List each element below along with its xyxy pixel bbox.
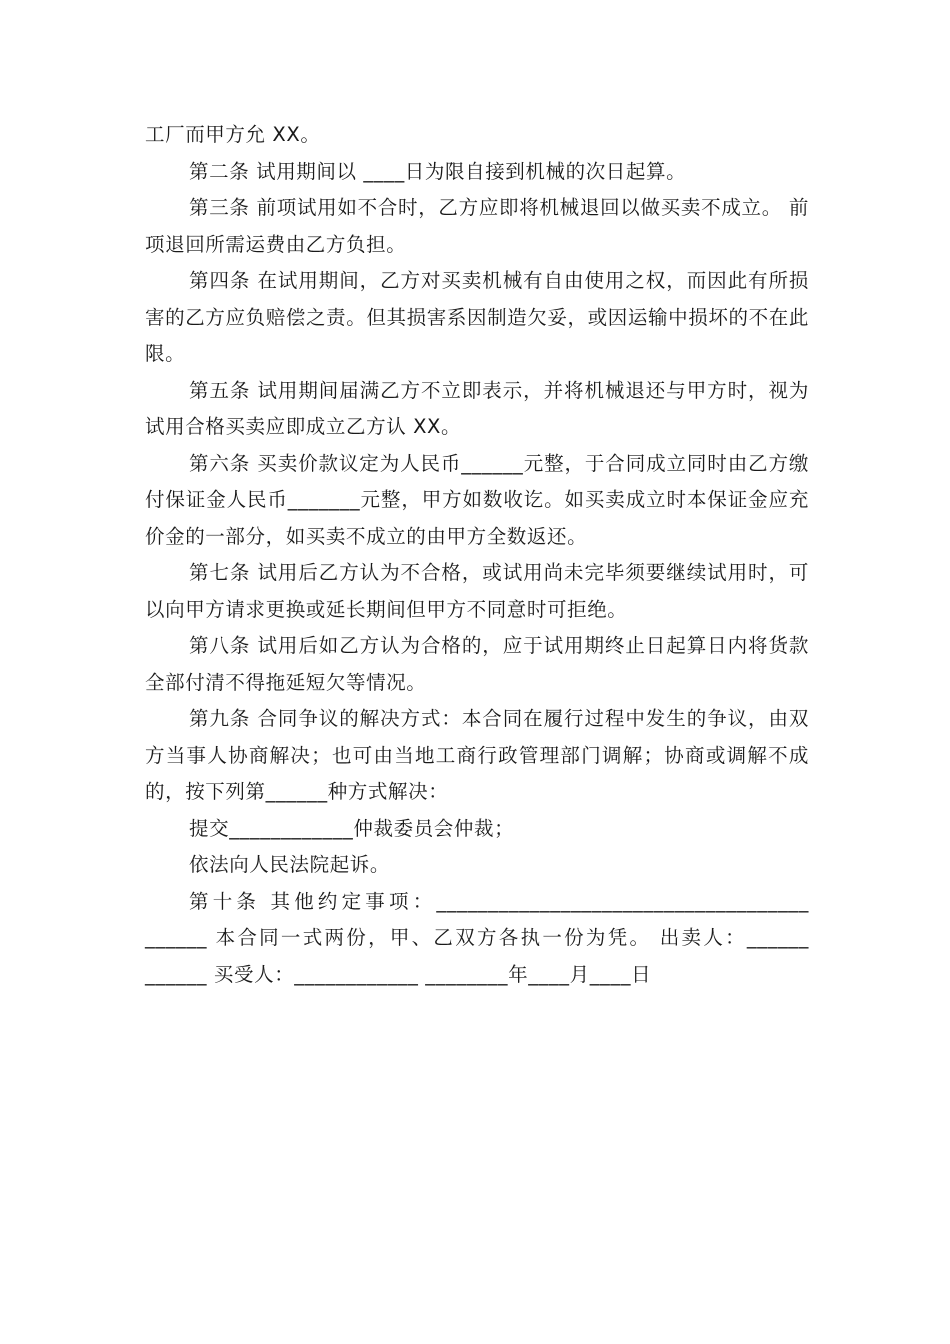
article-4-usage-rights: 第四条 在试用期间，乙方对买卖机械有自由使用之权，而因此有所损害的乙方应负赔偿之责。但其损害系因制造欠妥，或因运输中损坏的不在此限。 <box>145 269 809 365</box>
article-7-unqualified: 第七条 试用后乙方认为不合格，或试用尚未完毕须要继续试用时，可以向甲方请求更换或延长期间但甲方不同意时可拒绝。 <box>145 561 809 621</box>
article-5-expiry: 第五条 试用期间届满乙方不立即表示，并将机械退还与甲方时，视为试用合格买卖应即成立乙方认 XX。 <box>145 378 809 438</box>
contract-body <box>145 117 816 993</box>
article-2-trial-period: 第二条 试用期间以 ____日为限自接到机械的次日起算。 <box>189 159 687 183</box>
paragraph-factory-consent: 工厂而甲方允 XX。 <box>145 123 321 146</box>
article-8-payment: 第八条 试用后如乙方认为合格的，应于试用期终止日起算日内将货款全部付清不得拖延短欠等情况。 <box>145 634 809 694</box>
article-6-price: 第六条 买卖价款议定为人民币______元整，于合同成立同时由乙方缴付保证金人民币_______元整，甲方如数收讫。如买卖成立时本保证金应充价金的一部分，如买卖不成立的由甲方全数返还。 <box>145 451 809 548</box>
article-10-signatures: 第十条 其他约定事项：____________________________________ ______ 本合同一式两份，甲、乙双方各执一份为凭。 出卖人：______ ______ 买受人：____________ ________年____月____日 <box>145 889 816 986</box>
article-3-return: 第三条 前项试用如不合时，乙方应即将机械退回以做买卖不成立。 前项退回所需运费由乙方负担。 <box>145 196 809 256</box>
dispute-option-court: 依法向人民法院起诉。 <box>189 853 391 876</box>
dispute-option-arbitration: 提交____________仲裁委员会仲裁； <box>189 816 515 840</box>
article-9-dispute: 第九条 合同争议的解决方式：本合同在履行过程中发生的争议，由双方当事人协商解决；也可由当地工商行政管理部门调解；协商或调解不成的，按下列第______种方式解决： <box>145 707 809 803</box>
